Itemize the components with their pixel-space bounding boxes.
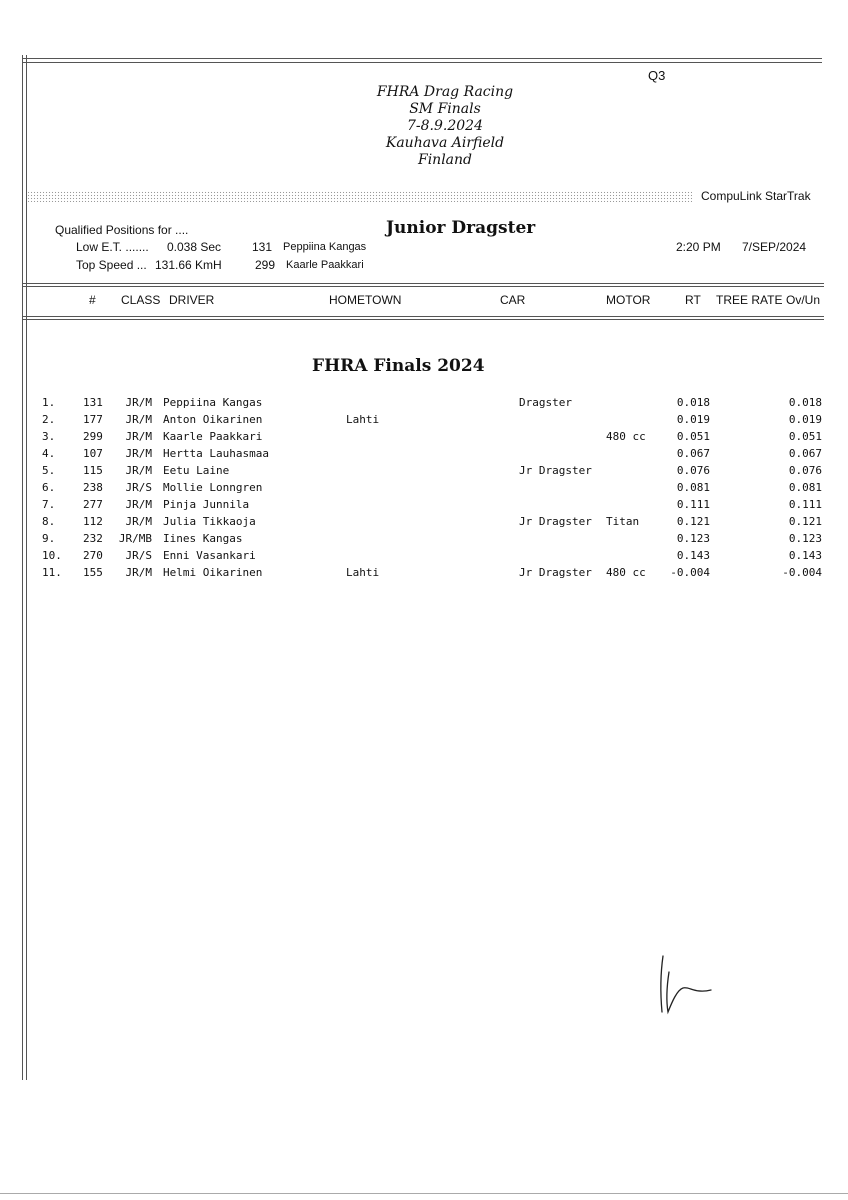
low-et-label: Low E.T. ....... bbox=[76, 240, 149, 254]
row-position: 4. bbox=[42, 447, 56, 460]
row-driver: Eetu Laine bbox=[163, 464, 230, 477]
row-car-number: 107 bbox=[83, 447, 103, 460]
top-border-2 bbox=[22, 62, 822, 63]
row-car: Jr Dragster bbox=[519, 515, 592, 528]
row-position: 8. bbox=[42, 515, 56, 528]
table-row bbox=[0, 447, 848, 464]
row-class: JR/M bbox=[125, 566, 152, 579]
row-rt: 0.121 bbox=[676, 515, 710, 528]
row-car-number: 277 bbox=[83, 498, 103, 511]
table-row bbox=[0, 430, 848, 447]
row-ovun: 0.111 bbox=[788, 498, 822, 511]
row-class: JR/S bbox=[125, 549, 152, 562]
class-title: Junior Dragster bbox=[386, 218, 536, 238]
table-row bbox=[0, 515, 848, 532]
row-driver: Anton Oikarinen bbox=[163, 413, 263, 426]
top-speed-driver: Kaarle Paakkari bbox=[286, 259, 364, 271]
row-motor: 480 cc bbox=[606, 430, 646, 443]
row-rt: 0.076 bbox=[676, 464, 710, 477]
event-line-4: Kauhava Airfield bbox=[385, 135, 505, 151]
col-hometown: HOMETOWN bbox=[329, 293, 402, 307]
event-line-2: SM Finals bbox=[409, 101, 481, 117]
header-rule-bottom-2 bbox=[22, 319, 824, 320]
row-ovun: -0.004 bbox=[782, 566, 822, 579]
row-motor: Titan bbox=[606, 515, 640, 528]
row-position: 2. bbox=[42, 413, 56, 426]
row-class: JR/M bbox=[125, 430, 152, 443]
col-car: CAR bbox=[500, 293, 526, 307]
row-rt: 0.143 bbox=[676, 549, 710, 562]
row-rt: 0.111 bbox=[676, 498, 710, 511]
row-ovun: 0.019 bbox=[788, 413, 822, 426]
row-position: 9. bbox=[42, 532, 56, 545]
table-row bbox=[0, 464, 848, 481]
col-num: # bbox=[89, 293, 96, 307]
row-ovun: 0.123 bbox=[788, 532, 822, 545]
row-car-number: 131 bbox=[83, 396, 103, 409]
row-car-number: 112 bbox=[83, 515, 103, 528]
row-ovun: 0.076 bbox=[788, 464, 822, 477]
col-tree-rate: TREE RATE bbox=[716, 293, 783, 307]
timing-system-label: CompuLink StarTrak bbox=[701, 189, 811, 203]
report-date: 7/SEP/2024 bbox=[742, 240, 807, 254]
low-et-car: 131 bbox=[252, 240, 273, 254]
row-car: Jr Dragster bbox=[519, 566, 592, 579]
row-class: JR/M bbox=[125, 413, 152, 426]
event-line-1: FHRA Drag Racing bbox=[376, 84, 514, 100]
row-hometown: Lahti bbox=[346, 413, 380, 426]
row-driver: Julia Tikkaoja bbox=[163, 515, 256, 528]
row-class: JR/MB bbox=[118, 532, 152, 545]
event-line-3: 7-8.9.2024 bbox=[407, 118, 483, 134]
row-rt: 0.067 bbox=[676, 447, 710, 460]
table-row bbox=[0, 481, 848, 498]
row-car-number: 177 bbox=[83, 413, 103, 426]
row-car-number: 299 bbox=[83, 430, 103, 443]
row-ovun: 0.018 bbox=[788, 396, 822, 409]
row-rt: 0.018 bbox=[676, 396, 710, 409]
row-class: JR/M bbox=[125, 498, 152, 511]
row-position: 10. bbox=[42, 549, 62, 562]
row-position: 7. bbox=[42, 498, 56, 511]
row-driver: Mollie Lonngren bbox=[163, 481, 263, 494]
row-class: JR/M bbox=[125, 515, 152, 528]
round-label: Q3 bbox=[648, 68, 666, 83]
row-driver: Peppiina Kangas bbox=[163, 396, 263, 409]
top-speed-value: 131.66 KmH bbox=[155, 258, 222, 272]
top-speed-label: Top Speed ... bbox=[76, 258, 147, 272]
row-driver: Kaarle Paakkari bbox=[163, 430, 263, 443]
row-position: 6. bbox=[42, 481, 56, 494]
signature bbox=[655, 950, 725, 1020]
row-position: 11. bbox=[42, 566, 62, 579]
top-border bbox=[22, 58, 822, 59]
top-speed-car: 299 bbox=[255, 258, 276, 272]
col-driver: DRIVER bbox=[169, 293, 215, 307]
table-row bbox=[0, 566, 848, 583]
row-ovun: 0.143 bbox=[788, 549, 822, 562]
table-row bbox=[0, 498, 848, 515]
row-ovun: 0.081 bbox=[788, 481, 822, 494]
row-driver: Helmi Oikarinen bbox=[163, 566, 263, 579]
row-hometown: Lahti bbox=[346, 566, 380, 579]
row-position: 3. bbox=[42, 430, 56, 443]
row-car-number: 270 bbox=[83, 549, 103, 562]
col-class: CLASS bbox=[121, 293, 161, 307]
qualified-label: Qualified Positions for .... bbox=[55, 223, 189, 237]
row-rt: 0.081 bbox=[676, 481, 710, 494]
row-position: 1. bbox=[42, 396, 56, 409]
table-row bbox=[0, 549, 848, 566]
row-rt: 0.051 bbox=[676, 430, 710, 443]
row-driver: Enni Vasankari bbox=[163, 549, 256, 562]
row-position: 5. bbox=[42, 464, 56, 477]
event-title-block bbox=[340, 84, 550, 169]
row-driver: Pinja Junnila bbox=[163, 498, 250, 511]
row-car-number: 238 bbox=[83, 481, 103, 494]
row-driver: Iines Kangas bbox=[163, 532, 243, 545]
section-title: FHRA Finals 2024 bbox=[312, 356, 485, 376]
page-bottom-rule bbox=[0, 1193, 848, 1194]
table-row bbox=[0, 413, 848, 430]
header-rule-top-2 bbox=[22, 286, 824, 287]
dotted-separator bbox=[27, 191, 692, 202]
row-car: Dragster bbox=[519, 396, 572, 409]
table-row bbox=[0, 532, 848, 549]
row-class: JR/M bbox=[125, 447, 152, 460]
row-ovun: 0.051 bbox=[788, 430, 822, 443]
row-car-number: 155 bbox=[83, 566, 103, 579]
row-class: JR/S bbox=[125, 481, 152, 494]
row-driver: Hertta Lauhasmaa bbox=[163, 447, 269, 460]
header-rule-top bbox=[22, 283, 824, 284]
event-line-5: Finland bbox=[417, 152, 472, 168]
col-motor: MOTOR bbox=[606, 293, 651, 307]
row-car-number: 115 bbox=[83, 464, 103, 477]
row-car: Jr Dragster bbox=[519, 464, 592, 477]
row-rt: 0.019 bbox=[676, 413, 710, 426]
low-et-driver: Peppiina Kangas bbox=[283, 241, 367, 253]
low-et-value: 0.038 Sec bbox=[167, 240, 222, 254]
row-rt: -0.004 bbox=[670, 566, 710, 579]
row-class: JR/M bbox=[125, 396, 152, 409]
row-motor: 480 cc bbox=[606, 566, 646, 579]
row-class: JR/M bbox=[125, 464, 152, 477]
col-ovun: Ov/Un bbox=[786, 293, 821, 307]
row-car-number: 232 bbox=[83, 532, 103, 545]
row-rt: 0.123 bbox=[676, 532, 710, 545]
row-ovun: 0.121 bbox=[788, 515, 822, 528]
table-row bbox=[0, 396, 848, 413]
col-rt: RT bbox=[685, 293, 701, 307]
header-rule-bottom bbox=[22, 316, 824, 317]
row-ovun: 0.067 bbox=[788, 447, 822, 460]
report-time: 2:20 PM bbox=[676, 240, 721, 254]
